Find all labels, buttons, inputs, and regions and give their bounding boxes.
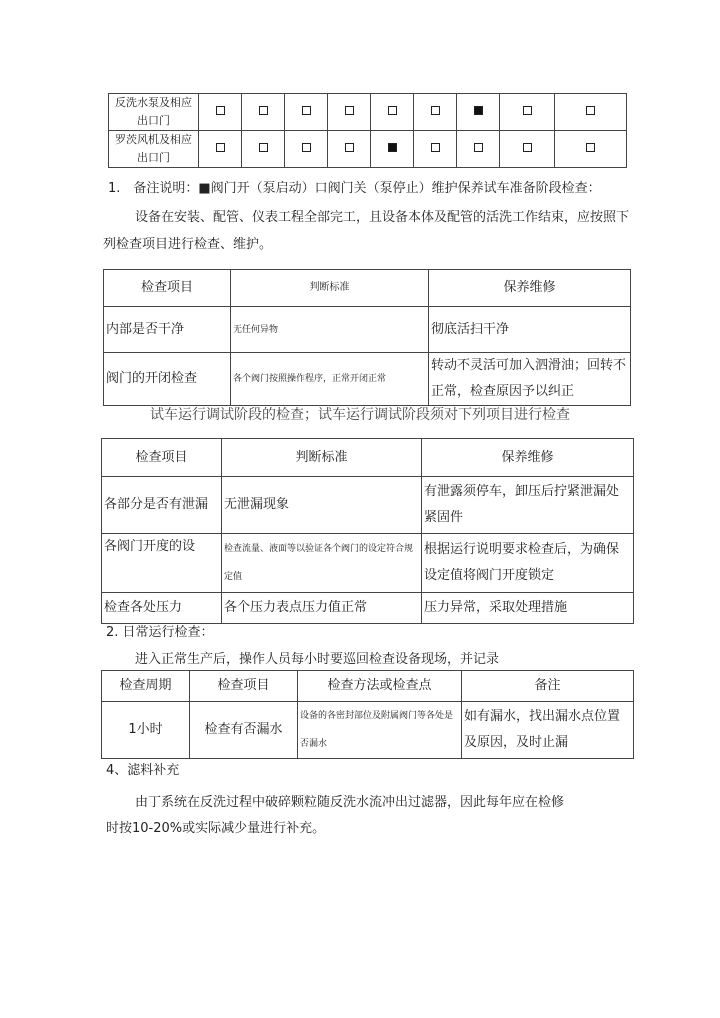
cell: 压力异常，采取处理措施 [422, 593, 634, 624]
daily-paragraph: 进入正常生产后，操作人员每小时要巡回检查设备现场，并记录 [135, 652, 500, 667]
valve-closed-icon [259, 106, 268, 115]
cell: 检查有否漏水 [190, 702, 298, 759]
cell: 转动不灵活可加入泗滑油；回转不正常，检查原因予以纠正 [429, 353, 631, 406]
status-cell [371, 131, 414, 168]
prep-paragraph: 设备在安装、配管、仪表工程全部完工，且设备本体及配管的活洗工作结束，应按照下 [135, 210, 630, 225]
cell: 检查各处压力 [102, 593, 222, 624]
filter-paragraph: 由丁系统在反洗过程中破碎颗粒随反洗水流冲出过滤器，因此每年应在检修 [135, 795, 565, 810]
trial-table [101, 438, 634, 624]
cell: 无泄漏现象 [222, 477, 422, 534]
status-cell [328, 94, 371, 131]
status-cell [328, 131, 371, 168]
status-cell [414, 131, 457, 168]
valve-open-icon [388, 143, 397, 152]
cell: 各阀门开度的设 [102, 534, 222, 593]
status-cell [414, 94, 457, 131]
status-cell [555, 94, 627, 131]
status-cell [500, 94, 555, 131]
cell: 内部是否干净 [104, 307, 231, 353]
status-cell [285, 94, 328, 131]
valve-closed-icon [216, 143, 225, 152]
valve-closed-icon [259, 143, 268, 152]
header-cell: 保养维修 [422, 439, 634, 477]
status-cell [242, 94, 285, 131]
header-cell: 备注 [462, 671, 634, 702]
valve-closed-icon [216, 106, 225, 115]
valve-closed-icon [523, 106, 532, 115]
equipment-label: 罗茨风机及相应出口门 [109, 131, 199, 168]
valve-closed-icon [388, 106, 397, 115]
cell: 如有漏水，找出漏水点位置及原因，及时止漏 [462, 702, 634, 759]
cell: 各个阀门按照操作程序，正常开闭正常 [231, 353, 429, 406]
prep-table [103, 269, 631, 406]
header-cell: 判断标准 [222, 439, 422, 477]
cell: 各部分是否有泄漏 [102, 477, 222, 534]
status-table [108, 93, 627, 168]
status-cell [500, 131, 555, 168]
cell: 阀门的开闭检查 [104, 353, 231, 406]
cell: 检查流量、液面等以验证各个阀门的设定符合规定值 [222, 534, 422, 593]
header-cell: 检查方法或检查点 [298, 671, 462, 702]
valve-closed-icon [586, 106, 595, 115]
cell: 各个压力表点压力值正常 [222, 593, 422, 624]
header-cell: 检查周期 [102, 671, 190, 702]
note-line: 1. 备注说明：■阀门开（泵启动）口阀门关（泵停止）维护保养试车准备阶段检查： [108, 181, 601, 196]
daily-table [101, 670, 634, 759]
valve-closed-icon [431, 143, 440, 152]
trial-heading: 试车运行调试阶段的检查；试车运行调试阶段须对下列项目进行检查 [150, 407, 570, 423]
status-row [109, 94, 627, 131]
filter-heading: 4、滤料补充 [106, 763, 180, 778]
header-cell: 检查项目 [102, 439, 222, 477]
status-row [109, 131, 627, 168]
valve-closed-icon [586, 143, 595, 152]
status-cell [371, 94, 414, 131]
valve-closed-icon [302, 143, 311, 152]
header-cell: 判断标准 [231, 270, 429, 307]
valve-closed-icon [523, 143, 532, 152]
cell: 无任何异物 [231, 307, 429, 353]
header-cell: 检查项目 [190, 671, 298, 702]
header-cell: 检查项目 [104, 270, 231, 307]
cell: 1小时 [102, 702, 190, 759]
cell: 设备的各密封部位及附属阀门等各处是否漏水 [298, 702, 462, 759]
status-cell [457, 131, 500, 168]
cell: 有泄露须停车，卸压后拧紧泄漏处紧固件 [422, 477, 634, 534]
valve-closed-icon [474, 143, 483, 152]
daily-heading: 2. 日常运行检查： [106, 625, 214, 640]
status-cell [555, 131, 627, 168]
prep-paragraph-cont: 列检查项目进行检查、维护。 [103, 237, 273, 252]
status-cell [199, 131, 242, 168]
valve-closed-icon [345, 106, 354, 115]
valve-closed-icon [302, 106, 311, 115]
header-cell: 保养维修 [429, 270, 631, 307]
status-cell [199, 94, 242, 131]
status-cell [242, 131, 285, 168]
valve-open-icon [474, 106, 483, 115]
filter-paragraph-cont: 时按10-20%或实际减少量进行补充。 [106, 821, 326, 836]
cell: 根据运行说明要求检查后，为确保设定值将阀门开度锁定 [422, 534, 634, 593]
valve-closed-icon [431, 106, 440, 115]
equipment-label: 反洗水泵及相应出口门 [109, 94, 199, 131]
status-cell [285, 131, 328, 168]
valve-closed-icon [345, 143, 354, 152]
status-cell [457, 94, 500, 131]
cell: 彻底活扫干净 [429, 307, 631, 353]
